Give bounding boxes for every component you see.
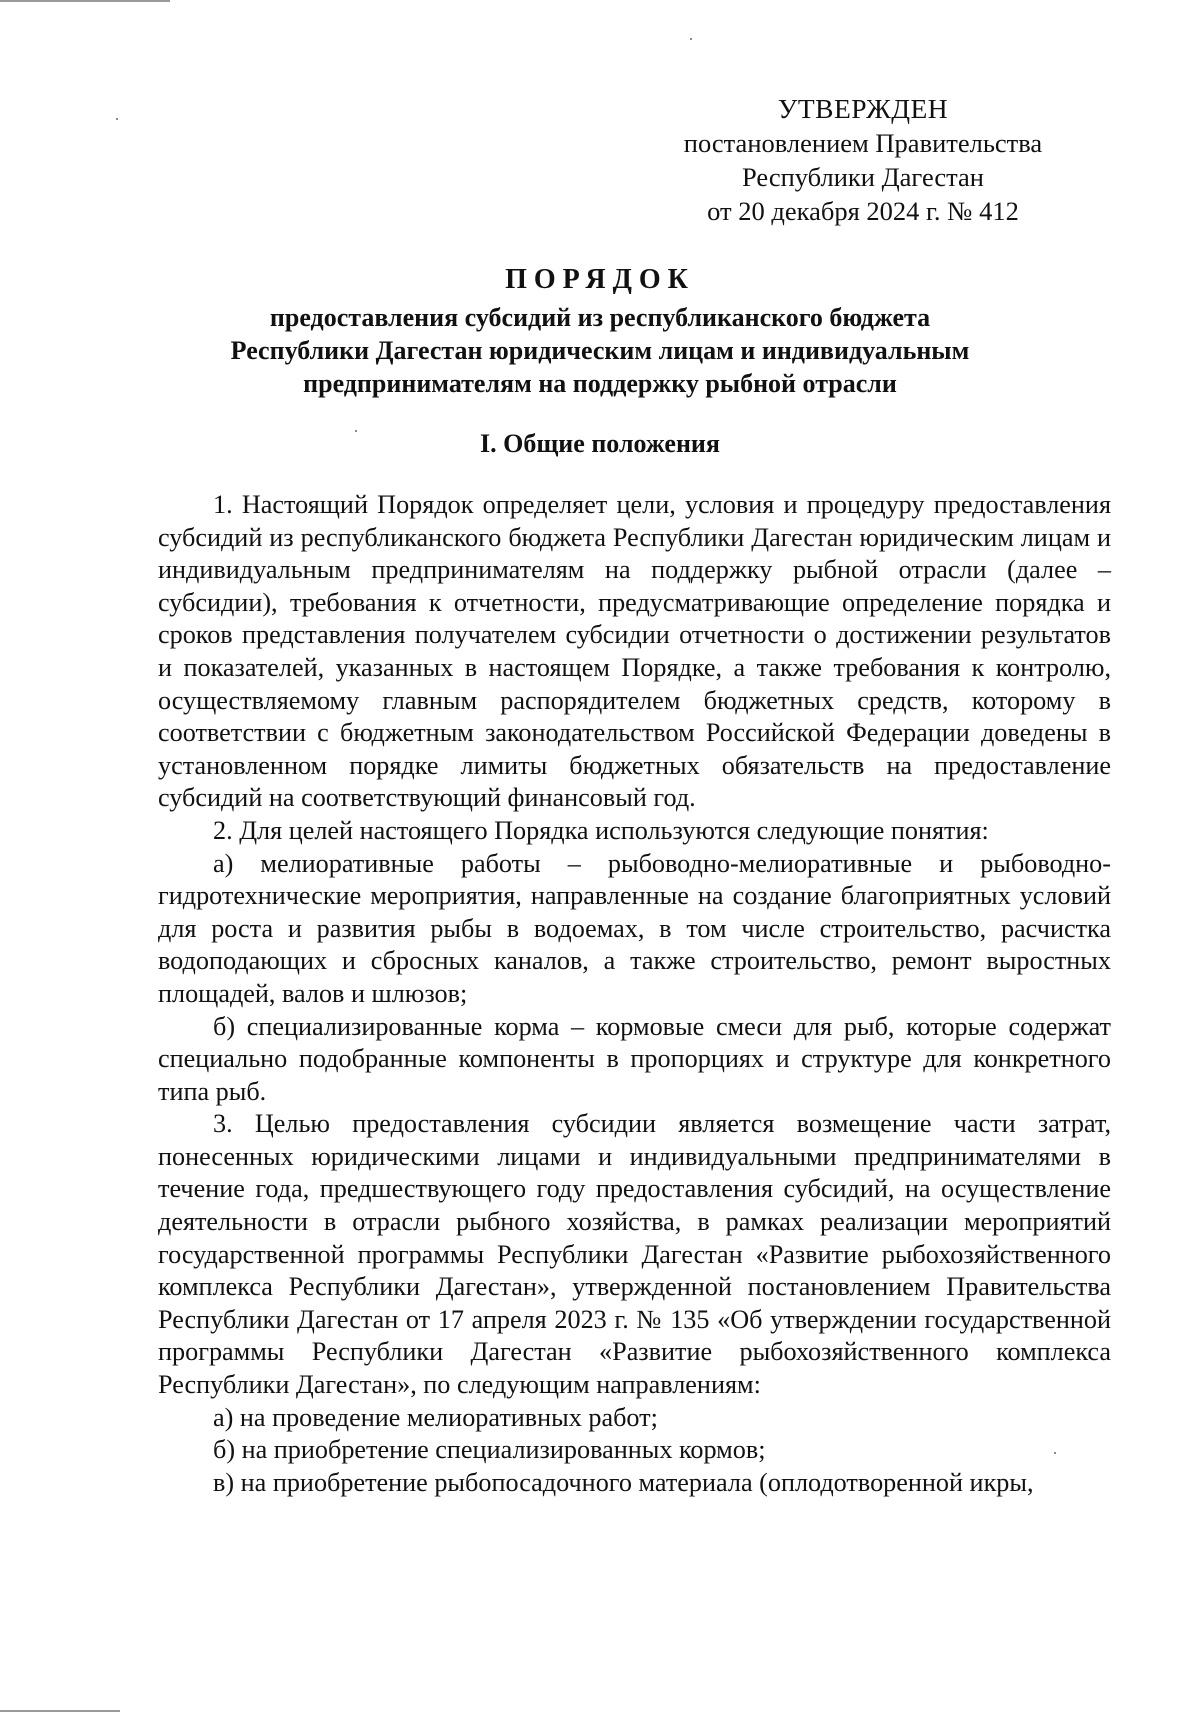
document-title: ПОРЯДОК [505,264,695,295]
subtitle-line: предоставления субсидий из республиканского бюджета [269,303,931,332]
paragraph: 1. Настоящий Порядок определяет цели, условия и процедуру предоставления субсидий из республиканского бюджета Республики Дагестан юридическим лицам и индивидуальным предпринимателям на поддержку рыбной отрасли (далее – субсидии), требования к отчетности, предусматривающие определение порядка и сроков представления получателем субсидии отчетности о достижении результатов и показателей, указанных в настоящем Порядке, а также требования к контролю, осуществляемому главным распорядителем бюджетных средств, которому в соответствии с бюджетным законодательством Российской Федерации доведены в установленном порядке лимиты бюджетных обязательств на предоставление субсидий на соответствующий финансовый год. [158,490,1111,813]
paragraph: а) мелиоративные работы – рыбоводно-мелиоративные и рыбоводно-гидротехнические мероприятия, направленные на создание благоприятных условий для роста и развития рыбы в водоемах, в том числе строительство, расчистка водоподающих и сбросных каналов, а также строительство, ремонт выростных площадей, валов и шлюзов; [158,848,1111,1008]
list-item: б) на приобретение специализированных кормов; [213,1435,766,1465]
paragraph: 2. Для целей настоящего Порядка используются следующие понятия: [213,815,989,845]
scan-edge-mark [0,0,170,2]
paragraph: 3. Целью предоставления субсидии является возмещение части затрат, понесенных юридическими лицами и индивидуальными предпринимателями в течение года, предшествующего году предоставления субсидий, на осуществление деятельности в отрасли рыбного хозяйства, в рамках реализации мероприятий государственной программы Республики Дагестан «Развитие рыбохозяйственного комплекса Республики Дагестан», утвержденной постановлением Правительства Республики Дагестан от 17 апреля 2023 г. № 135 «Об утверждении государственной программы Республики Дагестан «Развитие рыбохозяйственного комплекса Республики Дагестан», по следующим направлениям: [158,1109,1111,1400]
approval-line: постановлением Правительства [683,128,1043,158]
approval-heading: УТВЕРЖДЕН [777,93,949,124]
list-item: а) на проведение мелиоративных работ; [213,1402,658,1432]
document-subtitle [150,301,1050,400]
approval-date-number: от 20 декабря 2024 г. № 412 [707,196,1019,226]
subtitle-line: предпринимателям на поддержку рыбной отрасли [303,369,897,398]
scan-edge-mark [0,1710,120,1712]
approval-stamp-block [618,92,1108,228]
subtitle-line: Республики Дагестан юридическим лицам и индивидуальным [230,336,970,365]
scan-speck [690,38,692,40]
document-body [158,489,1111,1499]
scan-speck [116,118,118,120]
section-heading: I. Общие положения [480,429,720,458]
document-title-block [150,262,1050,400]
approval-line: Республики Дагестан [742,162,984,192]
paragraph: б) специализированные корма – кормовые смеси для рыб, которые содержат специально подобранные компоненты в пропорциях и структуре для конкретного типа рыб. [158,1011,1111,1106]
list-item: в) на приобретение рыбопосадочного материала (оплодотворенной икры, [213,1467,1034,1497]
